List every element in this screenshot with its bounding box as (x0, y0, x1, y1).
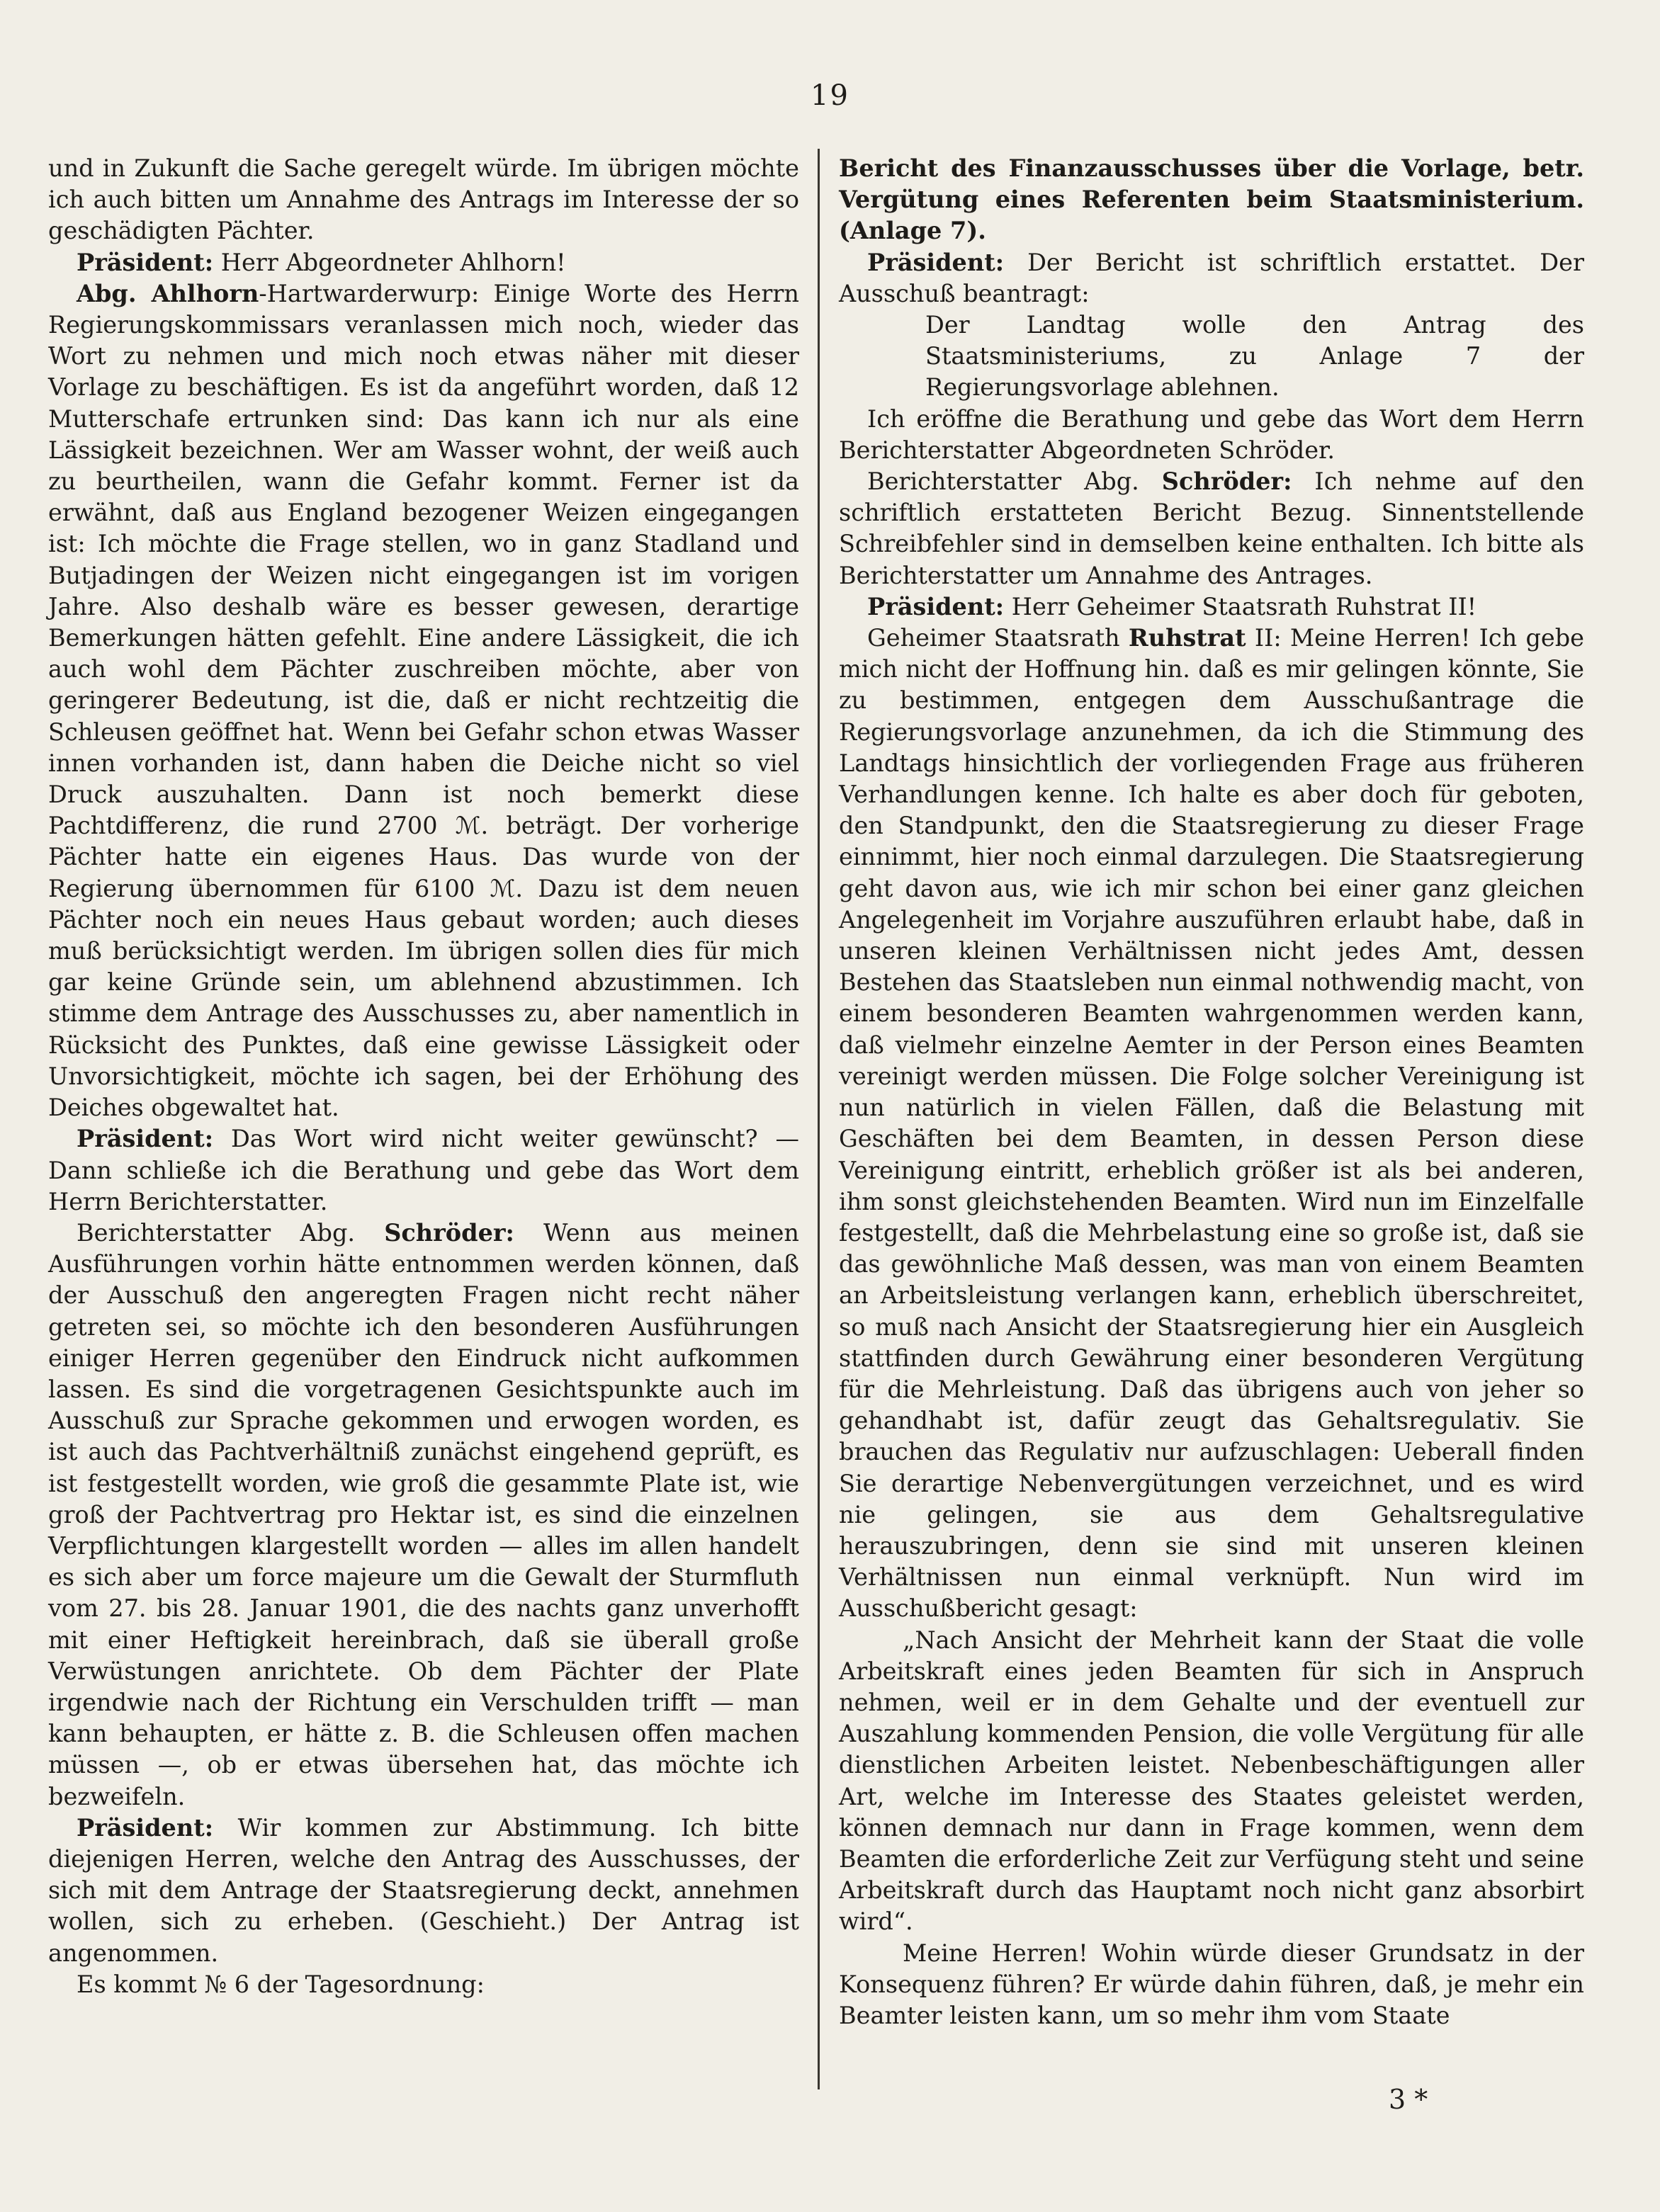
right-column-paragraph (839, 404, 1584, 466)
speaker-role: Geheimer Staatsrath (867, 624, 1129, 652)
left-column-paragraph (48, 1218, 799, 1813)
paragraph-text: Der Bericht ist schriftlich erstattet. Der Ausschuß beantragt: (839, 248, 1584, 307)
speaker-name: Abg. Ahlhorn (77, 279, 259, 307)
paragraph-text: Der Landtag wolle den Antrag des Staatsministeriums, zu Anlage 7 der Regierungsvorlage ablehnen. (925, 311, 1584, 402)
paragraph-text: und in Zukunft die Sache geregelt würde. Im übrigen möchte ich auch bitten um Annahme des Antrags im Interesse der so geschädigten Pächter. (48, 154, 799, 245)
right-column-paragraph (839, 623, 1584, 1625)
paragraph-text: Herr Abgeordneter Ahlhorn! (213, 248, 566, 276)
left-column-paragraph (48, 1123, 799, 1218)
left-column-paragraph (48, 1969, 799, 2000)
right-column-paragraph (839, 591, 1584, 623)
right-column-paragraph (839, 1625, 1584, 1938)
right-column (839, 153, 1584, 2031)
speaker-name: Schröder: (384, 1218, 514, 1247)
paragraph-text: Bericht des Finanzausschusses über die Vorlage, betr. Vergütung eines Referenten beim Staatsministerium. (Anlage 7). (839, 154, 1584, 245)
left-column-paragraph (48, 1813, 799, 1969)
speaker-name: Präsident: (77, 1813, 214, 1842)
right-column-paragraph (839, 247, 1584, 310)
right-column-paragraph (839, 153, 1584, 247)
left-column (48, 153, 799, 2000)
paragraph-text: Ich eröffne die Berathung und gebe das Wort dem Herrn Berichterstatter Abgeordneten Schröder. (839, 404, 1584, 464)
left-column-paragraph (48, 247, 799, 278)
left-column-paragraph (48, 278, 799, 1123)
right-column-paragraph (839, 466, 1584, 591)
paragraph-text: Wenn aus meinen Ausführungen vorhin hätte entnommen werden können, daß der Ausschuß den angeregten Fragen nicht recht näher getreten sei, so möchte ich den besonderen Ausführungen einiger Herren gegenüber den Eindruck nicht aufkommen lassen. Es sind die vorgetragenen Gesichtspunkte auch im Ausschuß zur Sprache gekommen und erwogen worden, es ist auch das Pachtverhältniß zunächst eingehend geprüft, es ist festgestellt worden, wie groß die gesammte Plate ist, wie groß der Pachtvertrag pro Hektar ist, es sind die einzelnen Verpflichtungen klargestellt worden — alles im allen handelt es sich aber um force majeure um die Gewalt der Sturmfluth vom 27. bis 28. Januar 1901, die des nachts ganz unverhofft mit einer Heftigkeit hereinbrach, daß sie überall große Verwüstungen anrichtete. Ob dem Pächter der Plate irgendwie nach der Richtung ein Verschulden trifft — man kann behaupten, er hätte z. B. die Schleusen offen machen müssen —, ob er etwas übersehen hat, das möchte ich bezweifeln. (48, 1218, 799, 1810)
column-divider (818, 149, 820, 2089)
paragraph-text: Das Wort wird nicht weiter gewünscht? — Dann schließe ich die Berathung und gebe das Wort dem Herrn Berichterstatter. (48, 1125, 799, 1215)
sheet-signature: 3 * (1389, 2084, 1428, 2115)
right-column-paragraph (839, 1938, 1584, 2032)
speaker-name: Präsident: (77, 1125, 214, 1153)
paragraph-text: Ich nehme auf den schriftlich erstatteten Bericht Bezug. Sinnentstellende Schreibfehler sind in demselben keine enthalten. Ich bitte als Berichterstatter um Annahme des Antrages. (839, 467, 1584, 589)
speaker-name: Ruhstrat (1128, 624, 1246, 652)
paragraph-text: „Nach Ansicht der Mehrheit kann der Staat die volle Arbeitskraft eines jeden Beamten für sich in Anspruch nehmen, weil er in dem Gehalte und der eventuell zur Auszahlung kommenden Pension, die volle Vergütung für alle dienstlichen Arbeiten leistet. Nebenbeschäftigungen aller Art, welche im Interesse des Staates geleistet werden, können demnach nur dann in Frage kommen, wenn dem Beamten die erforderliche Zeit zur Verfügung steht und seine Arbeitskraft durch das Hauptamt noch nicht ganz absorbirt wird“. (839, 1626, 1584, 1936)
speaker-role: Berichterstatter Abg. (867, 467, 1162, 496)
left-column-paragraph (48, 153, 799, 247)
paragraph-text: Herr Geheimer Staatsrath Ruhstrat II! (1004, 592, 1477, 620)
paragraph-text: Meine Herren! Wohin würde dieser Grundsatz in der Konsequenz führen? Er würde dahin führen, daß, je mehr ein Beamter leisten kann, um so mehr ihm vom Staate (839, 1939, 1584, 2029)
paragraph-text: -Hartwarderwurp: Einige Worte des Herrn Regierungskommissars veranlassen mich noch, wieder das Wort zu nehmen und mich noch etwas näher mit dieser Vorlage zu beschäftigen. Es ist da angeführt worden, daß 12 Mutterschafe ertrunken sind: Das kann ich nur als eine Lässigkeit bezeichnen. Wer am Wasser wohnt, der weiß auch zu beurtheilen, wann die Gefahr kommt. Ferner ist da erwähnt, daß aus England bezogener Weizen eingegangen ist: Ich möchte die Frage stellen, wo in ganz Stadland und Butjadingen der Weizen nicht eingegangen ist im vorigen Jahre. Also deshalb wäre es besser gewesen, derartige Bemerkungen hätten gefehlt. Eine andere Lässigkeit, die ich auch wohl dem Pächter zuschreiben möchte, aber von geringerer Bedeutung, ist die, daß er nicht rechtzeitig die Schleusen geöffnet hat. Wenn bei Gefahr schon etwas Wasser innen vorhanden ist, dann haben die Deiche nicht so viel Druck auszuhalten. Dann ist noch bemerkt diese Pachtdifferenz, die rund 2700 ℳ. beträgt. Der vorherige Pächter hatte ein eigenes Haus. Das wurde von der Regierung übernommen für 6100 ℳ. Dazu ist dem neuen Pächter noch ein neues Haus gebaut worden; auch dieses muß berücksichtigt werden. Im übrigen sollen dies für mich gar keine Gründe sein, um ablehnend abzustimmen. Ich stimme dem Antrage des Ausschusses zu, aber namentlich in Rücksicht des Punktes, daß eine gewisse Lässigkeit oder Unvorsichtigkeit, möchte ich sagen, bei der Erhöhung des Deiches obgewaltet hat. (48, 279, 799, 1122)
page-number: 19 (811, 79, 849, 112)
paragraph-text: Wir kommen zur Abstimmung. Ich bitte diejenigen Herren, welche den Antrag des Ausschusses, der sich mit dem Antrage der Staatsregierung deckt, annehmen wollen, sich zu erheben. (Geschieht.) Der Antrag ist angenommen. (48, 1813, 799, 1967)
right-column-paragraph (839, 310, 1584, 404)
speaker-role: Berichterstatter Abg. (77, 1218, 385, 1247)
speaker-name: Präsident: (867, 248, 1005, 276)
speaker-name: Schröder: (1161, 467, 1292, 496)
paragraph-text: II: Meine Herren! Ich gebe mich nicht der Hoffnung hin. daß es mir gelingen könnte, Sie zu bestimmen, entgegen dem Ausschußantrage die Regierungsvorlage anzunehmen, da ich die Stimmung des Landtags hinsichtlich der vorliegenden Frage aus früheren Verhandlungen kenne. Ich halte es aber doch für geboten, den Standpunkt, den die Staatsregierung zu dieser Frage einnimmt, hier noch einmal darzulegen. Die Staatsregierung geht davon aus, wie ich mir schon bei einer ganz gleichen Angelegenheit im Vorjahre auszuführen erlaubt habe, daß in unseren kleinen Verhältnissen nicht jedes Amt, dessen Bestehen das Staatsleben nun einmal nothwendig macht, von einem besonderen Beamten wahrgenommen werden kann, daß vielmehr einzelne Aemter in der Person eines Beamten vereinigt werden müssen. Die Folge solcher Vereinigung ist nun natürlich in vielen Fällen, daß die Belastung mit Geschäften bei dem Beamten, in dessen Person diese Vereinigung eintritt, erheblich größer ist als bei anderen, ihm sonst gleichstehenden Beamten. Wird nun im Einzelfalle festgestellt, daß die Mehrbelastung eine so große ist, daß sie das gewöhnliche Maß dessen, was man von einem Beamten an Arbeitsleistung verlangen kann, erheblich überschreitet, so muß nach Ansicht der Staatsregierung hier ein Ausgleich stattfinden durch Gewährung einer besonderen Vergütung für die Mehrleistung. Daß das übrigens auch von jeher so gehandhabt ist, dafür zeugt das Gehaltsregulativ. Sie brauchen das Regulativ nur aufzuschlagen: Ueberall finden Sie derartige Nebenvergütungen verzeichnet, und es wird nie gelingen, sie aus dem Gehaltsregulative herauszubringen, denn sie sind mit unseren kleinen Verhältnissen nun einmal verknüpft. Nun wird im Ausschußbericht gesagt: (839, 624, 1585, 1623)
speaker-name: Präsident: (77, 248, 214, 276)
paragraph-text: Es kommt № 6 der Tagesordnung: (77, 1970, 485, 1998)
speaker-name: Präsident: (867, 592, 1005, 620)
